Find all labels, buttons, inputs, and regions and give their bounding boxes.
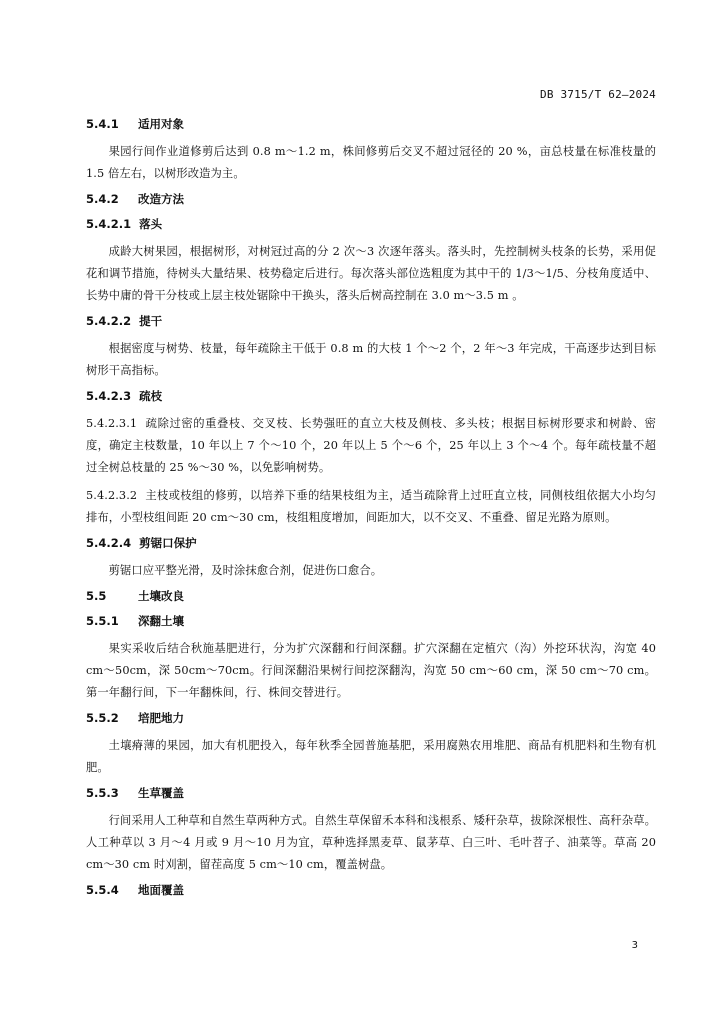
section-number: 5.5.3: [86, 786, 119, 800]
section-heading: [86, 313, 656, 329]
section-heading: [86, 882, 656, 898]
section-heading: [86, 613, 656, 629]
section-number: 5.4.2.4: [86, 536, 132, 550]
section-title: 疏枝: [139, 389, 163, 403]
section-number: 5.4.1: [86, 117, 119, 131]
numbered-clause: [86, 485, 656, 529]
body-paragraph: 剪锯口应平整光滑，及时涂抹愈合剂，促进伤口愈合。: [108, 564, 383, 577]
document-body: [86, 116, 656, 907]
body-paragraph: 根据密度与树势、枝量，每年疏除主干低于 0.8 m 的大枝 1 个～2 个，2 年～3 年完成，干高逐步达到目标树形干高指标。: [86, 342, 656, 377]
section-number: 5.5.2: [86, 711, 119, 725]
section-heading: [86, 535, 656, 551]
section-title: 提干: [139, 314, 163, 328]
section-title: 适用对象: [138, 117, 184, 131]
body-paragraph: 土壤瘠薄的果园，加大有机肥投入，每年秋季全园普施基肥，采用腐熟农用堆肥、商品有机肥料和生物有机肥。: [86, 739, 656, 774]
section-title: 培肥地力: [138, 711, 184, 725]
body-paragraph: 成龄大树果园，根据树形，对树冠过高的分 2 次～3 次逐年落头。落头时，先控制树头枝条的长势，采用促花和调节措施，待树头大量结果、枝势稳定后进行。每次落头部位选粗度为其中干的 1/3～1/5、分枝角度适中、长势中庸的骨干分枝或上层主枝处锯除中干换头，落头后树高控制在 3.0 m～3.5 m 。: [86, 245, 656, 302]
section-heading: [86, 388, 656, 404]
body-paragraph: 果实采收后结合秋施基肥进行，分为扩穴深翻和行间深翻。扩穴深翻在定植穴（沟）外挖环状沟，沟宽 40 cm～50cm，深 50cm～70cm。行间深翻沿果树行间挖深翻沟，沟宽 50 cm～60 cm，深 50 cm～70 cm。第一年翻行间，下一年翻株间，行、株间交替进行。: [86, 642, 656, 699]
section-number: 5.5.1: [86, 614, 119, 628]
section-heading: [86, 191, 656, 207]
body-paragraph: 果园行间作业道修剪后达到 0.8 m～1.2 m，株间修剪后交叉不超过冠径的 20 %，亩总枝量在标准枝量的 1.5 倍左右，以树形改造为主。: [86, 145, 656, 180]
clause-number: 5.4.2.3.2: [86, 489, 138, 502]
clause-number: 5.4.2.3.1: [86, 417, 138, 430]
section-heading: [86, 588, 656, 604]
section-title: 土壤改良: [138, 589, 184, 603]
clause-text: 疏除过密的重叠枝、交叉枝、长势强旺的直立大枝及侧枝、多头枝；根据目标树形要求和树龄、密度，确定主枝数量，10 年以上 7 个～10 个，20 年以上 5 个～6 个，25 年以上 3 个～4 个。每年疏枝量不超过全树总枝量的 25 %～30 %，以免影响树势。: [86, 417, 656, 474]
section-number: 5.4.2.1: [86, 217, 132, 231]
section-title: 剪锯口保护: [139, 536, 197, 550]
numbered-clause: [86, 413, 656, 479]
clause-text: 主枝或枝组的修剪，以培养下垂的结果枝组为主，适当疏除背上过旺直立枝，同侧枝组依据大小均匀排布，小型枝组间距 20 cm～30 cm，枝组粗度增加，间距加大，以不交叉、不重叠、留足光路为原则。: [86, 489, 656, 524]
document-id: DB 3715/T 62—2024: [540, 88, 656, 101]
section-title: 地面覆盖: [138, 883, 184, 897]
section-number: 5.4.2: [86, 192, 119, 206]
section-number: 5.5: [86, 589, 107, 603]
section-title: 生草覆盖: [138, 786, 184, 800]
section-heading: [86, 116, 656, 132]
section-title: 落头: [139, 217, 163, 231]
section-number: 5.5.4: [86, 883, 119, 897]
section-number: 5.4.2.2: [86, 314, 132, 328]
section-heading: [86, 710, 656, 726]
body-paragraph: 行间采用人工种草和自然生草两种方式。自然生草保留禾本科和浅根系、矮秆杂草，拔除深根性、高秆杂草。人工种草以 3 月～4 月或 9 月～10 月为宜，草种选择黑麦草、鼠茅草、白三叶、毛叶苕子、油菜等。草高 20 cm～30 cm 时刈割，留茬高度 5 cm～10 cm，覆盖树盘。: [86, 814, 656, 871]
section-title: 改造方法: [138, 192, 184, 206]
page-number: 3: [631, 940, 638, 951]
section-heading: [86, 216, 656, 232]
section-number: 5.4.2.3: [86, 389, 132, 403]
section-title: 深翻土壤: [138, 614, 184, 628]
section-heading: [86, 785, 656, 801]
